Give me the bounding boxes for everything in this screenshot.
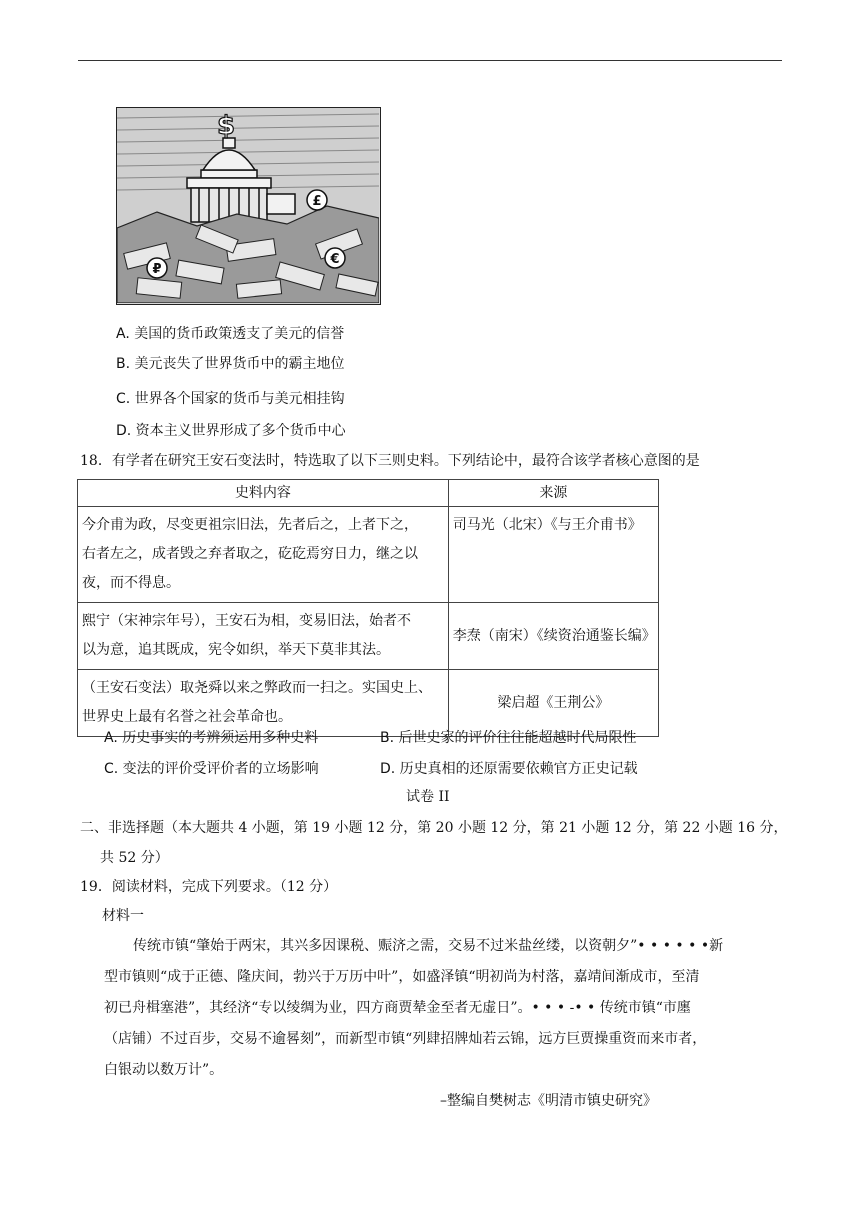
q17-option-c: C. 世界各个国家的货币与美元相挂钩 xyxy=(116,391,345,407)
material-line-2: 型市镇则“成于正德、隆庆间，勃兴于万历中叶”，如盛泽镇“明初尚为村落，嘉靖间渐成市，至清 xyxy=(104,969,700,985)
material-label: 材料一 xyxy=(102,908,144,924)
header-source: 来源 xyxy=(448,480,658,507)
section2-line1: 二、非选择题（本大题共 4 小题，第 19 小题 12 分，第 20 小题 12 分，第 21 小题 12 分，第 22 小题 16 分， xyxy=(80,820,788,836)
q19-stem: 19．阅读材料，完成下列要求。（12 分） xyxy=(80,879,338,895)
row2-source: 李焘（南宋）《续资治通鉴长编》 xyxy=(448,603,658,670)
material-line-5: 白银动以数万计”。 xyxy=(104,1062,224,1078)
row1-line3: 夜，而不得息。 xyxy=(82,575,180,591)
q17-option-d: D. 资本主义世界形成了多个货币中心 xyxy=(116,423,346,439)
svg-text:£: £ xyxy=(312,194,322,209)
row3-content xyxy=(78,670,449,737)
svg-text:₽: ₽ xyxy=(152,262,162,277)
row3-line2: 世界史上最有名誉之社会革命也。 xyxy=(82,709,292,725)
svg-text:$: $ xyxy=(217,111,236,141)
q18-option-a: A. 历史事实的考辨须运用多种史料 xyxy=(104,730,319,746)
row2-line1: 熙宁（宋神宗年号），王安石为相，变易旧法，始者不 xyxy=(82,613,411,629)
q17-option-b: B. 美元丧失了世界货币中的霸主地位 xyxy=(116,356,345,372)
source-table xyxy=(77,479,659,737)
row3-source: 梁启超《王荆公》 xyxy=(448,670,658,737)
row2-line2: 以为意，追其既成，宪令如织，举天下莫非其法。 xyxy=(82,642,390,658)
citation: –整编自樊树志《明清市镇史研究》 xyxy=(440,1093,657,1109)
q18-option-b: B. 后世史家的评价往往能超越时代局限性 xyxy=(380,730,637,746)
table-row xyxy=(78,670,659,737)
q18-option-d: D. 历史真相的还原需要依赖官方正史记载 xyxy=(380,761,638,777)
q18-stem: 18．有学者在研究王安石变法时，特选取了以下三则史料。下列结论中，最符合该学者核心意图的是 xyxy=(80,453,700,469)
header-rule xyxy=(78,60,782,61)
q17-option-a: A. 美国的货币政策透支了美元的信誉 xyxy=(116,326,345,342)
material-line-1: 传统市镇“肇始于两宋，其兴多因课税、赈济之需，交易不过米盐丝缕，以资朝夕”• • • • • •新 xyxy=(133,938,724,954)
table-row xyxy=(78,603,659,670)
capitol-dollar-cartoon xyxy=(116,107,381,305)
material-line-3: 初已舟楫塞港”，其经济“专以绫绸为业，四方商贾辇金至者无虚日”。• • • -• • 传统市镇“市廛 xyxy=(104,1000,691,1016)
row2-content xyxy=(78,603,449,670)
header-content: 史料内容 xyxy=(78,480,449,507)
section2-line2: 共 52 分） xyxy=(100,850,169,866)
table-row xyxy=(78,507,659,603)
row1-content xyxy=(78,507,449,603)
q18-option-c: C. 变法的评价受评价者的立场影响 xyxy=(104,761,319,777)
row1-line2: 右者左之，成者毁之弃者取之，矻矻焉穷日力，继之以 xyxy=(82,546,418,562)
material-line-4: （店铺）不过百步，交易不逾晷刻”，而新型市镇“列肆招牌灿若云锦，远方巨贾操重资而来市者， xyxy=(104,1031,707,1047)
svg-text:€: € xyxy=(330,252,340,267)
row1-line1: 今介甫为政，尽变更祖宗旧法，先者后之，上者下之， xyxy=(82,517,418,533)
paper2-title: 试卷 II xyxy=(406,789,450,805)
row1-source: 司马光（北宋）《与王介甫书》 xyxy=(448,507,658,603)
row3-line1: （王安石变法）取尧舜以来之弊政而一扫之。实国史上、 xyxy=(82,680,432,696)
